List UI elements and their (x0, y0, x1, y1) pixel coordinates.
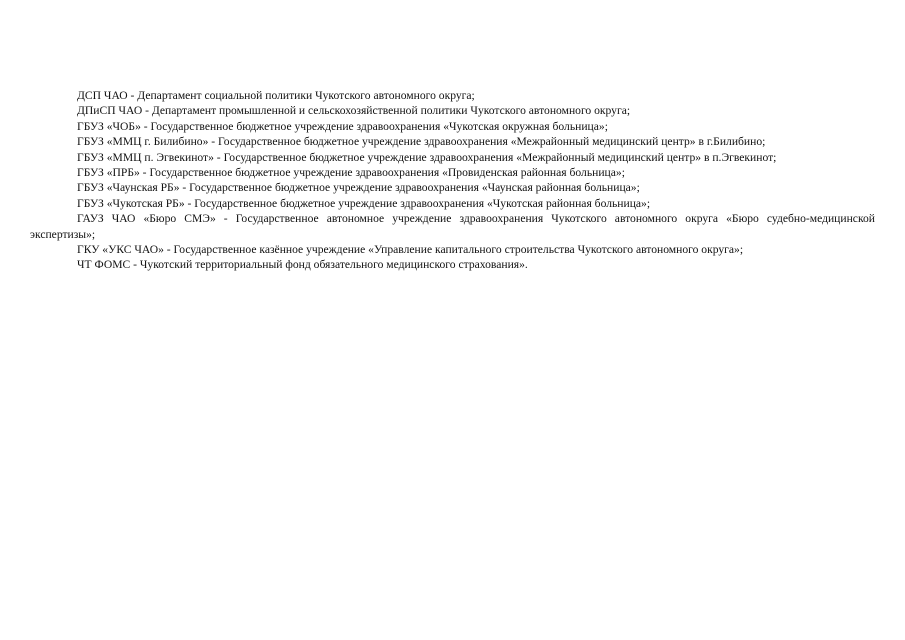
abbreviation-dpisp-chao: ДПиСП ЧАО - Департамент промышленной и сельскохозяйственной политики Чукотского автономного округа; (77, 104, 631, 118)
abbreviation-gbuz-prb: ГБУЗ «ПРБ» - Государственное бюджетное учреждение здравоохранения «Провиденская районная больница»; (77, 166, 625, 180)
abbreviation-gbuz-chob: ГБУЗ «ЧОБ» - Государственное бюджетное учреждение здравоохранения «Чукотская окружная больница»; (77, 119, 608, 133)
abbreviation-cht-foms: ЧТ ФОМС - Чукотский территориальный фонд обязательного медицинского страхования». (77, 258, 528, 272)
abbreviation-dsp-chao: ДСП ЧАО - Департамент социальной политики Чукотского автономного округа; (77, 89, 475, 102)
abbreviation-gbuz-chukotskaya-rb: ГБУЗ «Чукотская РБ» - Государственное бюджетное учреждение здравоохранения «Чукотская районная больница»; (77, 196, 651, 210)
abbreviation-gauz-byuro-sme: ГАУЗ ЧАО «Бюро СМЭ» - Государственное автономное учреждение здравоохранения Чукотского автономного округа «Бюро судебно-медицинской экспертизы»; (30, 212, 875, 241)
abbreviation-gbuz-mmc-egvekinot: ГБУЗ «ММЦ п. Эгвекинот» - Государственное бюджетное учреждение здравоохранения «Межрайонный медицинский центр» в п.Эгвекинот; (77, 150, 777, 164)
abbreviation-gku-uks-chao: ГКУ «УКС ЧАО» - Государственное казённое учреждение «Управление капитального строительства Чукотского автономного округа»; (77, 243, 744, 257)
abbreviation-gbuz-mmc-bilibino: ГБУЗ «ММЦ г. Билибино» - Государственное бюджетное учреждение здравоохранения «Межрайонный медицинский центр» в г.Билибино; (77, 135, 766, 149)
abbreviation-gbuz-chaunskaya-rb: ГБУЗ «Чаунская РБ» - Государственное бюджетное учреждение здравоохранения «Чаунская районная больница»; (77, 181, 640, 195)
abbreviations-list (30, 88, 875, 273)
